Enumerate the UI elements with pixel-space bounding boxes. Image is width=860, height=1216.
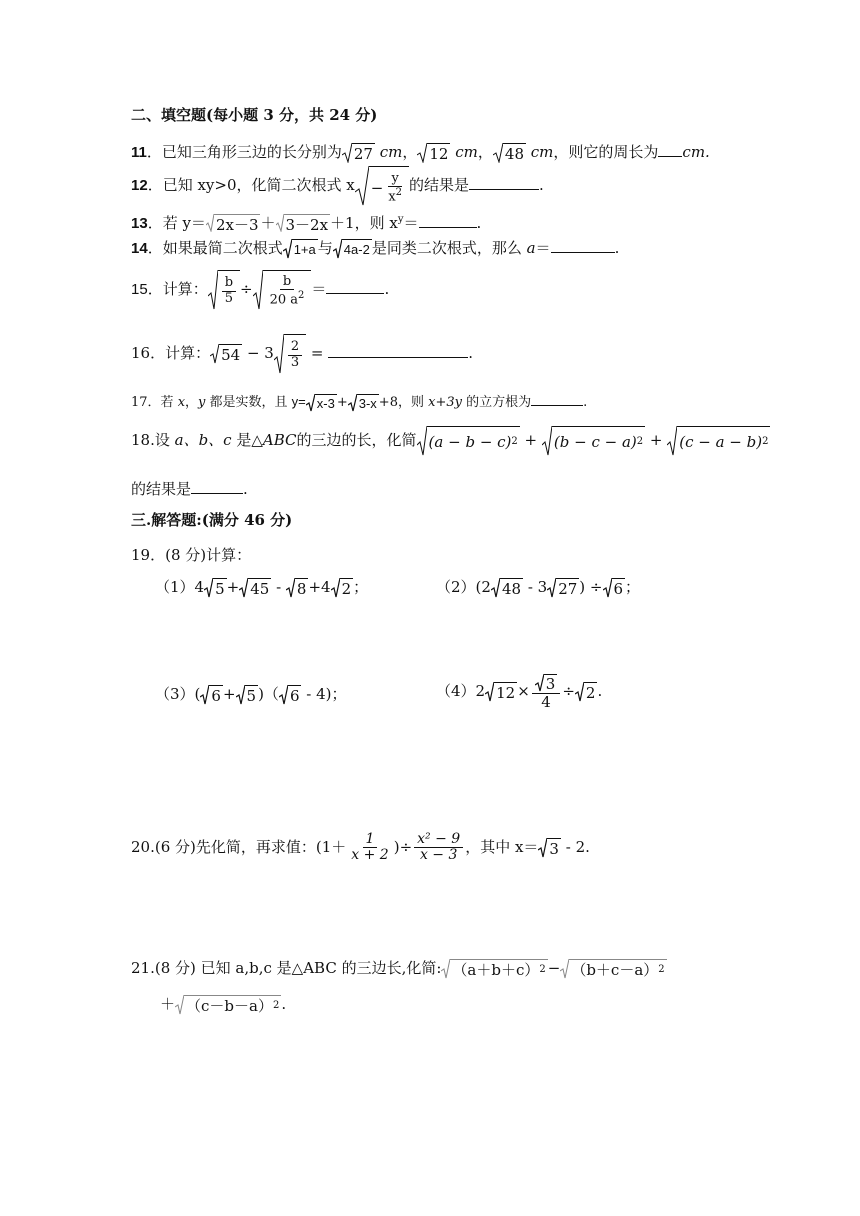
fraction: $\frac{b}{5}$ [222,276,236,306]
question-17: 17．若 x，y 都是实数，且 y= x-3 + 3-x +8，则 x+3y 的立方根为 . [131,394,588,411]
answer-blank[interactable] [551,237,615,253]
question-15: 15．计算： $\frac{b}{5}$ ÷ $\frac{b}{20 a^2}$ ＝ . [131,270,389,310]
question-number: 16 [131,344,151,362]
sqrt-symbol: 45 [239,578,271,598]
fraction: $\frac{2}{3}$ [288,340,302,370]
sqrt-symbol: （a＋b＋c） 2 [441,959,547,979]
sqrt-symbol: (c − a − b) 2 [667,426,770,456]
sqrt-symbol: − $\frac{y}{x^2}$ [355,166,409,206]
question-13: 13．若 y＝ 2x－3 ＋ 3－2x ＋1，则 $x^y=$ . [131,214,482,234]
sqrt-symbol: 1+a [283,239,318,259]
sqrt-symbol: 2 [575,682,598,702]
answer-blank[interactable] [469,174,539,190]
question-21-line-2: ＋ （c－b－a） 2 . [160,995,287,1015]
sqrt-symbol: 12 [485,682,517,702]
sqrt-symbol: 54 [210,344,242,364]
sqrt-symbol: 27 [342,143,375,163]
sqrt-symbol: 8 [286,578,309,598]
sqrt-symbol [274,334,306,374]
sqrt-symbol: （c－b－a） 2 [175,995,281,1015]
fraction: $\frac{1}{x + 2}$ [351,831,389,864]
sqrt-symbol: 6 [279,685,302,705]
answer-blank[interactable] [191,478,243,494]
question-number: 18 [131,431,151,449]
question-number: 17 [131,395,148,410]
sqrt-symbol: 48 [491,578,523,598]
question-number: 13 [131,215,148,232]
sqrt-symbol: 6 [200,685,223,705]
sqrt-symbol: 3－2x [276,214,331,234]
answer-blank[interactable] [531,392,583,406]
question-20: 20.(6 分)先化简，再求值：(1＋ $\frac{1}{x + 2}$ )÷ $\frac{\text{x² − 9}}{x - 3}$ ，其中 x＝ 3 - 2. [131,831,590,864]
answer-blank[interactable] [658,141,682,157]
sqrt-symbol: (b − c − a) 2 [542,426,645,456]
question-12: 12．已知 xy>0，化简二次根式 x − $\frac{y}{x^2}$ 的结果是 . [131,166,544,206]
sqrt-symbol: 2x－3 [206,214,261,234]
answer-blank[interactable] [328,342,468,358]
section-2-title: 二、填空题(每小题 3 分，共 24 分) [131,106,378,124]
sqrt-symbol: (a − b − c) 2 [417,426,520,456]
sqrt-symbol [253,270,312,310]
sqrt-symbol [208,270,240,310]
question-19-part-4: （4）2 12 × $\frac{3}{4}$ ÷ 2 . [436,675,603,711]
sqrt-symbol: 3 [535,674,558,693]
sqrt-symbol: 6 [603,578,626,598]
sqrt-symbol: 3 [538,838,561,858]
answer-blank[interactable] [419,212,477,228]
question-18: 18.设 a、b、c 是△ABC的三边的长，化简 (a − b − c) 2 + (b − c − a) 2 + (c − a − b) 2 [131,426,770,456]
question-19-part-2: （2）(2 48 - 3 27 ) ÷ 6 ； [436,578,641,598]
sqrt-symbol: （b＋c－a） 2 [560,959,666,979]
fraction: $\frac{3}{4}$ [532,674,561,710]
question-18-line-2: 的结果是 . [131,480,248,498]
answer-blank[interactable] [326,278,384,294]
sqrt-symbol: 5 [204,578,227,598]
question-number: 15 [131,281,148,298]
question-number: 12 [131,177,148,194]
sqrt-symbol: x-3 [306,394,337,412]
sqrt-symbol: 4a-2 [333,239,372,259]
section-3-title: 三.解答题:(满分 46 分) [131,511,293,529]
question-19-part-3: （3）( 6 + 5 )（ 6 - 4)； [155,685,347,705]
sqrt-symbol: 5 [236,685,259,705]
q11-pre: ．已知三角形三边的长分别为 [146,143,342,161]
sqrt-symbol: 12 [417,143,450,163]
fraction: $\frac{\text{x² − 9}}{x - 3}$ [414,832,463,864]
question-21: 21.(8 分) 已知 a,b,c 是△ABC 的三边长,化简: （a＋b＋c） 2 − （b＋c－a） 2 [131,959,665,979]
question-number: 11 [131,144,147,161]
sqrt-symbol: 27 [547,578,579,598]
question-number: 14 [131,240,148,257]
fraction: $\frac{b}{20 a^2}$ [269,273,305,308]
sqrt-symbol: 48 [493,143,526,163]
question-19-heading: 19．(8 分)计算： [131,546,252,564]
question-19-part-1: （1）4 5 + 45 - 8 +4 2 ； [155,578,369,598]
question-14: 14．如果最简二次根式 1+a 与 4a-2 是同类二次根式，那么 a＝ . [131,239,620,258]
question-11: 11．已知三角形三边的长分别为 27 cm， 12 cm， 48 cm，则它的周长为 cm. [131,143,710,163]
sqrt-symbol: 2 [331,578,354,598]
fraction: $\frac{y}{x^2}$ [388,170,403,205]
question-16: 16．计算： 54 − 3 $\frac{2}{3}$ = . [131,334,473,374]
sqrt-symbol: 3-x [348,394,379,412]
